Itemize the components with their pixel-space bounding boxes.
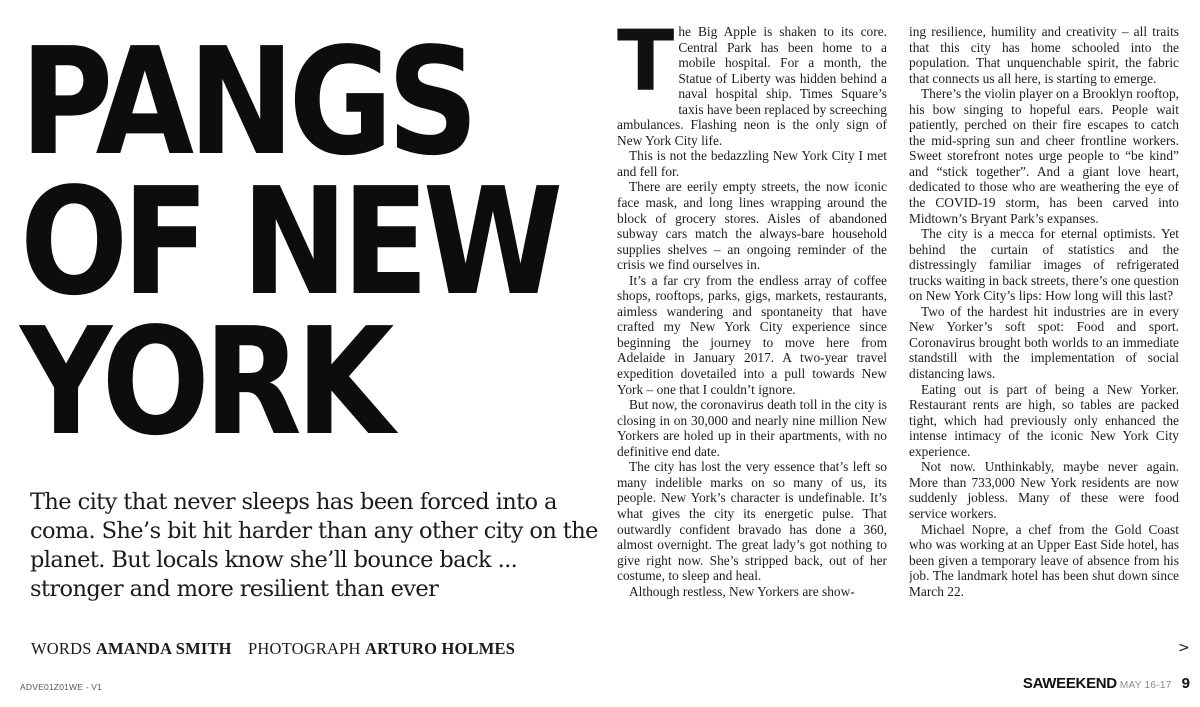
issue-date: MAY 16-17 xyxy=(1119,680,1172,691)
headline-line-2: OF NEW xyxy=(20,156,558,328)
byline xyxy=(31,639,611,659)
page-number: 9 xyxy=(1181,675,1190,692)
body-paragraph: This is not the bedazzling New York City I met and fell for. xyxy=(617,148,887,179)
body-paragraph: Michael Nopre, a chef from the Gold Coast who was working at an Upper East Side hotel, has been given a temporary leave of absence from his job. The landmark hotel has been shut down since March 22. xyxy=(909,521,1179,599)
publication-name: SAWEEKEND xyxy=(1022,675,1117,692)
headline-line-1: PANGS xyxy=(20,16,473,188)
print-slug: ADVE01Z01WE - V1 xyxy=(20,682,103,692)
words-label: WORDS xyxy=(31,639,92,658)
body-paragraph: The city is a mecca for eternal optimists. Yet behind the curtain of statistics and the distressingly familiar images of refrigerated trucks waiting in back streets, there’s one question on New York City’s lips: How long will this last? xyxy=(909,226,1179,304)
body-paragraph: ing resilience, humility and creativity – all traits that this city has home schooled into the population. That unquenchable spirit, the fabric that connects us all here, is starting to emerge. xyxy=(909,24,1179,86)
body-paragraph: There’s the violin player on a Brooklyn rooftop, his bow singing to hopeful ears. People wait patiently, perched on their fire escapes to catch the mid-spring sun and cheer frontline workers. Sweet storefront notes urge people to “be kind” and “stick together”. And a giant love heart, dedicated to those who are weathering the eye of the COVID-19 storm, has been carved into Midtown’s Bryant Park’s expanses. xyxy=(909,86,1179,226)
body-paragraph: Eating out is part of being a New Yorker. Restaurant rents are high, so tables are packed tight, which had previously only enhanced the intense intimacy of the iconic New York City experience. xyxy=(909,381,1179,459)
body-column-2 xyxy=(909,24,1179,660)
photograph-label: PHOTOGRAPH xyxy=(248,639,361,658)
headline xyxy=(20,16,558,468)
headline-line-3: YORK xyxy=(20,296,389,468)
body-column-1 xyxy=(617,24,887,660)
lead-text: he Big Apple is shaken to its core. Central Park has been home to a mobile hospital. For a month, the Statue of Liberty was hidden behind a naval hospital ship. Times Square’s taxis have been replaced by screeching ambulances. Flashing neon is the only sign of New York City life. xyxy=(617,24,887,148)
continue-arrow-icon: > xyxy=(1178,640,1190,656)
page-folio xyxy=(1023,675,1190,693)
body-paragraph: Not now. Unthinkably, maybe never again. More than 733,000 New York residents are now suddenly jobless. Many of these were food service workers. xyxy=(909,459,1179,521)
body-paragraph: Two of the hardest hit industries are in every New Yorker’s soft spot: Food and sport. Coronavirus brought both worlds to an immediate standstill with the implementation of social distancing laws. xyxy=(909,303,1179,382)
author-name: AMANDA SMITH xyxy=(95,639,232,658)
photographer-name: ARTURO HOLMES xyxy=(365,639,516,658)
body-paragraph: Although restless, New Yorkers are show- xyxy=(629,583,855,599)
body-paragraph: It’s a far cry from the endless array of coffee shops, rooftops, parks, gigs, markets, restaurants, aimless wandering and spontaneity that have crafted my New York City experience since beginning the journey to move here from Adelaide in January 2017. A two-year travel expedition dovetailed into a pull towards New York – one that I couldn’t ignore. xyxy=(617,272,887,397)
standfirst: The city that never sleeps has been forced into a coma. She’s bit hit harder than any other city on the planet. But locals know she’ll bounce back ... stronger and more resilient than ever xyxy=(30,489,598,602)
body-paragraph: But now, the coronavirus death toll in the city is closing in on 30,000 and nearly nine million New Yorkers are holed up in their apartments, with no definitive end date. xyxy=(617,397,887,459)
drop-cap: T xyxy=(617,24,673,110)
body-paragraph: The city has lost the very essence that’s left so many indelible marks on so many of us, its people. New York’s character is undefinable. It’s what gives the city its energetic pulse. That outwardly confident bravado has done a 360, almost overnight. The great lady’s got nothing to give right now. She’s stripped back, out of her costume, to sleep and heal. xyxy=(617,459,887,584)
body-paragraph xyxy=(617,24,887,148)
body-paragraph: There are eerily empty streets, the now iconic face mask, and long lines wrapping around the block of grocery stores. Aisles of abandoned subway cars match the always-bare household supplies shelves – an ongoing reminder of the crisis we find ourselves in. xyxy=(617,179,887,273)
